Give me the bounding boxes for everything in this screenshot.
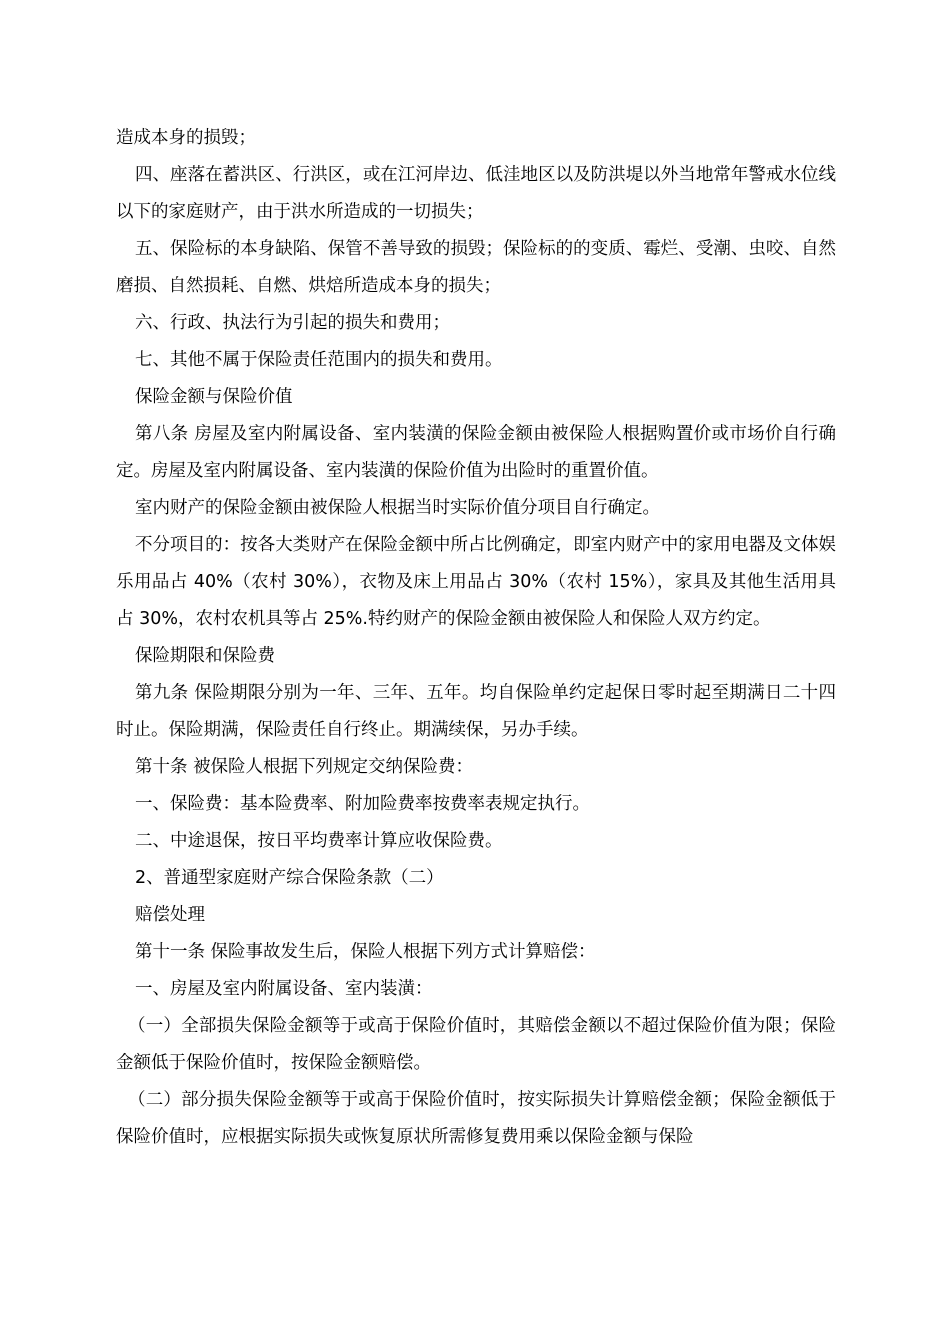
paragraph-exclusion-5: 五、保险标的本身缺陷、保管不善导致的损毁；保险标的的变质、霉烂、受潮、虫咬、自然磨损、自然损耗、自燃、烘焙所造成本身的损失； (116, 239, 836, 296)
paragraph-premium-1: 一、保险费：基本险费率、附加险费率按费率表规定执行。 (135, 794, 590, 814)
paragraph-total-loss: （一）全部损失保险金额等于或高于保险价值时，其赔偿金额以不超过保险价值为限；保险金额低于保险价值时，按保险金额赔偿。 (116, 1016, 836, 1073)
paragraph-article-10: 第十条 被保险人根据下列规定交纳保险费： (135, 757, 474, 777)
paragraph-article-9: 第九条 保险期限分别为一年、三年、五年。均自保险单约定起保日零时起至期满日二十四时止。保险期满，保险责任自行终止。期满续保，另办手续。 (116, 683, 836, 740)
paragraph-exclusion-6: 六、行政、执法行为引起的损失和费用； (135, 313, 450, 333)
paragraph-exclusion-7: 七、其他不属于保险责任范围内的损失和费用。 (135, 350, 503, 370)
paragraph-continuation: 造成本身的损毁； (116, 128, 256, 148)
document-body (116, 120, 836, 1156)
paragraph-article-11: 第十一条 保险事故发生后，保险人根据下列方式计算赔偿： (135, 942, 596, 962)
paragraph-exclusion-4: 四、座落在蓄洪区、行洪区，或在江河岸边、低洼地区以及防洪堤以外当地常年警戒水位线以下的家庭财产，由于洪水所造成的一切损失； (116, 165, 836, 222)
section-heading-insured-amount: 保险金额与保险价值 (135, 387, 293, 407)
paragraph-premium-2: 二、中途退保，按日平均费率计算应收保险费。 (135, 831, 503, 851)
paragraph-claims-1: 一、房屋及室内附属设备、室内装潢： (135, 979, 433, 999)
paragraph-article-8: 第八条 房屋及室内附属设备、室内装潢的保险金额由被保险人根据购置价或市场价自行确定。房屋及室内附属设备、室内装潢的保险价值为出险时的重置价值。 (116, 424, 836, 481)
section-heading-clause-2: 2、普通型家庭财产综合保险条款（二） (135, 868, 444, 888)
paragraph-indoor-property: 室内财产的保险金额由被保险人根据当时实际价值分项目自行确定。 (135, 498, 660, 518)
paragraph-partial-loss: （二）部分损失保险金额等于或高于保险价值时，按实际损失计算赔偿金额；保险金额低于保险价值时，应根据实际损失或恢复原状所需修复费用乘以保险金额与保险 (116, 1090, 836, 1147)
paragraph-proportion: 不分项目的：按各大类财产在保险金额中所占比例确定，即室内财产中的家用电器及文体娱乐用品占 40%（农村 30%），衣物及床上用品占 30%（农村 15%），家具及其他生活用具占 30%，农村农机具等占 25%.特约财产的保险金额由被保险人和保险人双方约定。 (116, 535, 836, 629)
section-heading-period-premium: 保险期限和保险费 (135, 646, 275, 666)
section-heading-claims: 赔偿处理 (135, 905, 205, 925)
